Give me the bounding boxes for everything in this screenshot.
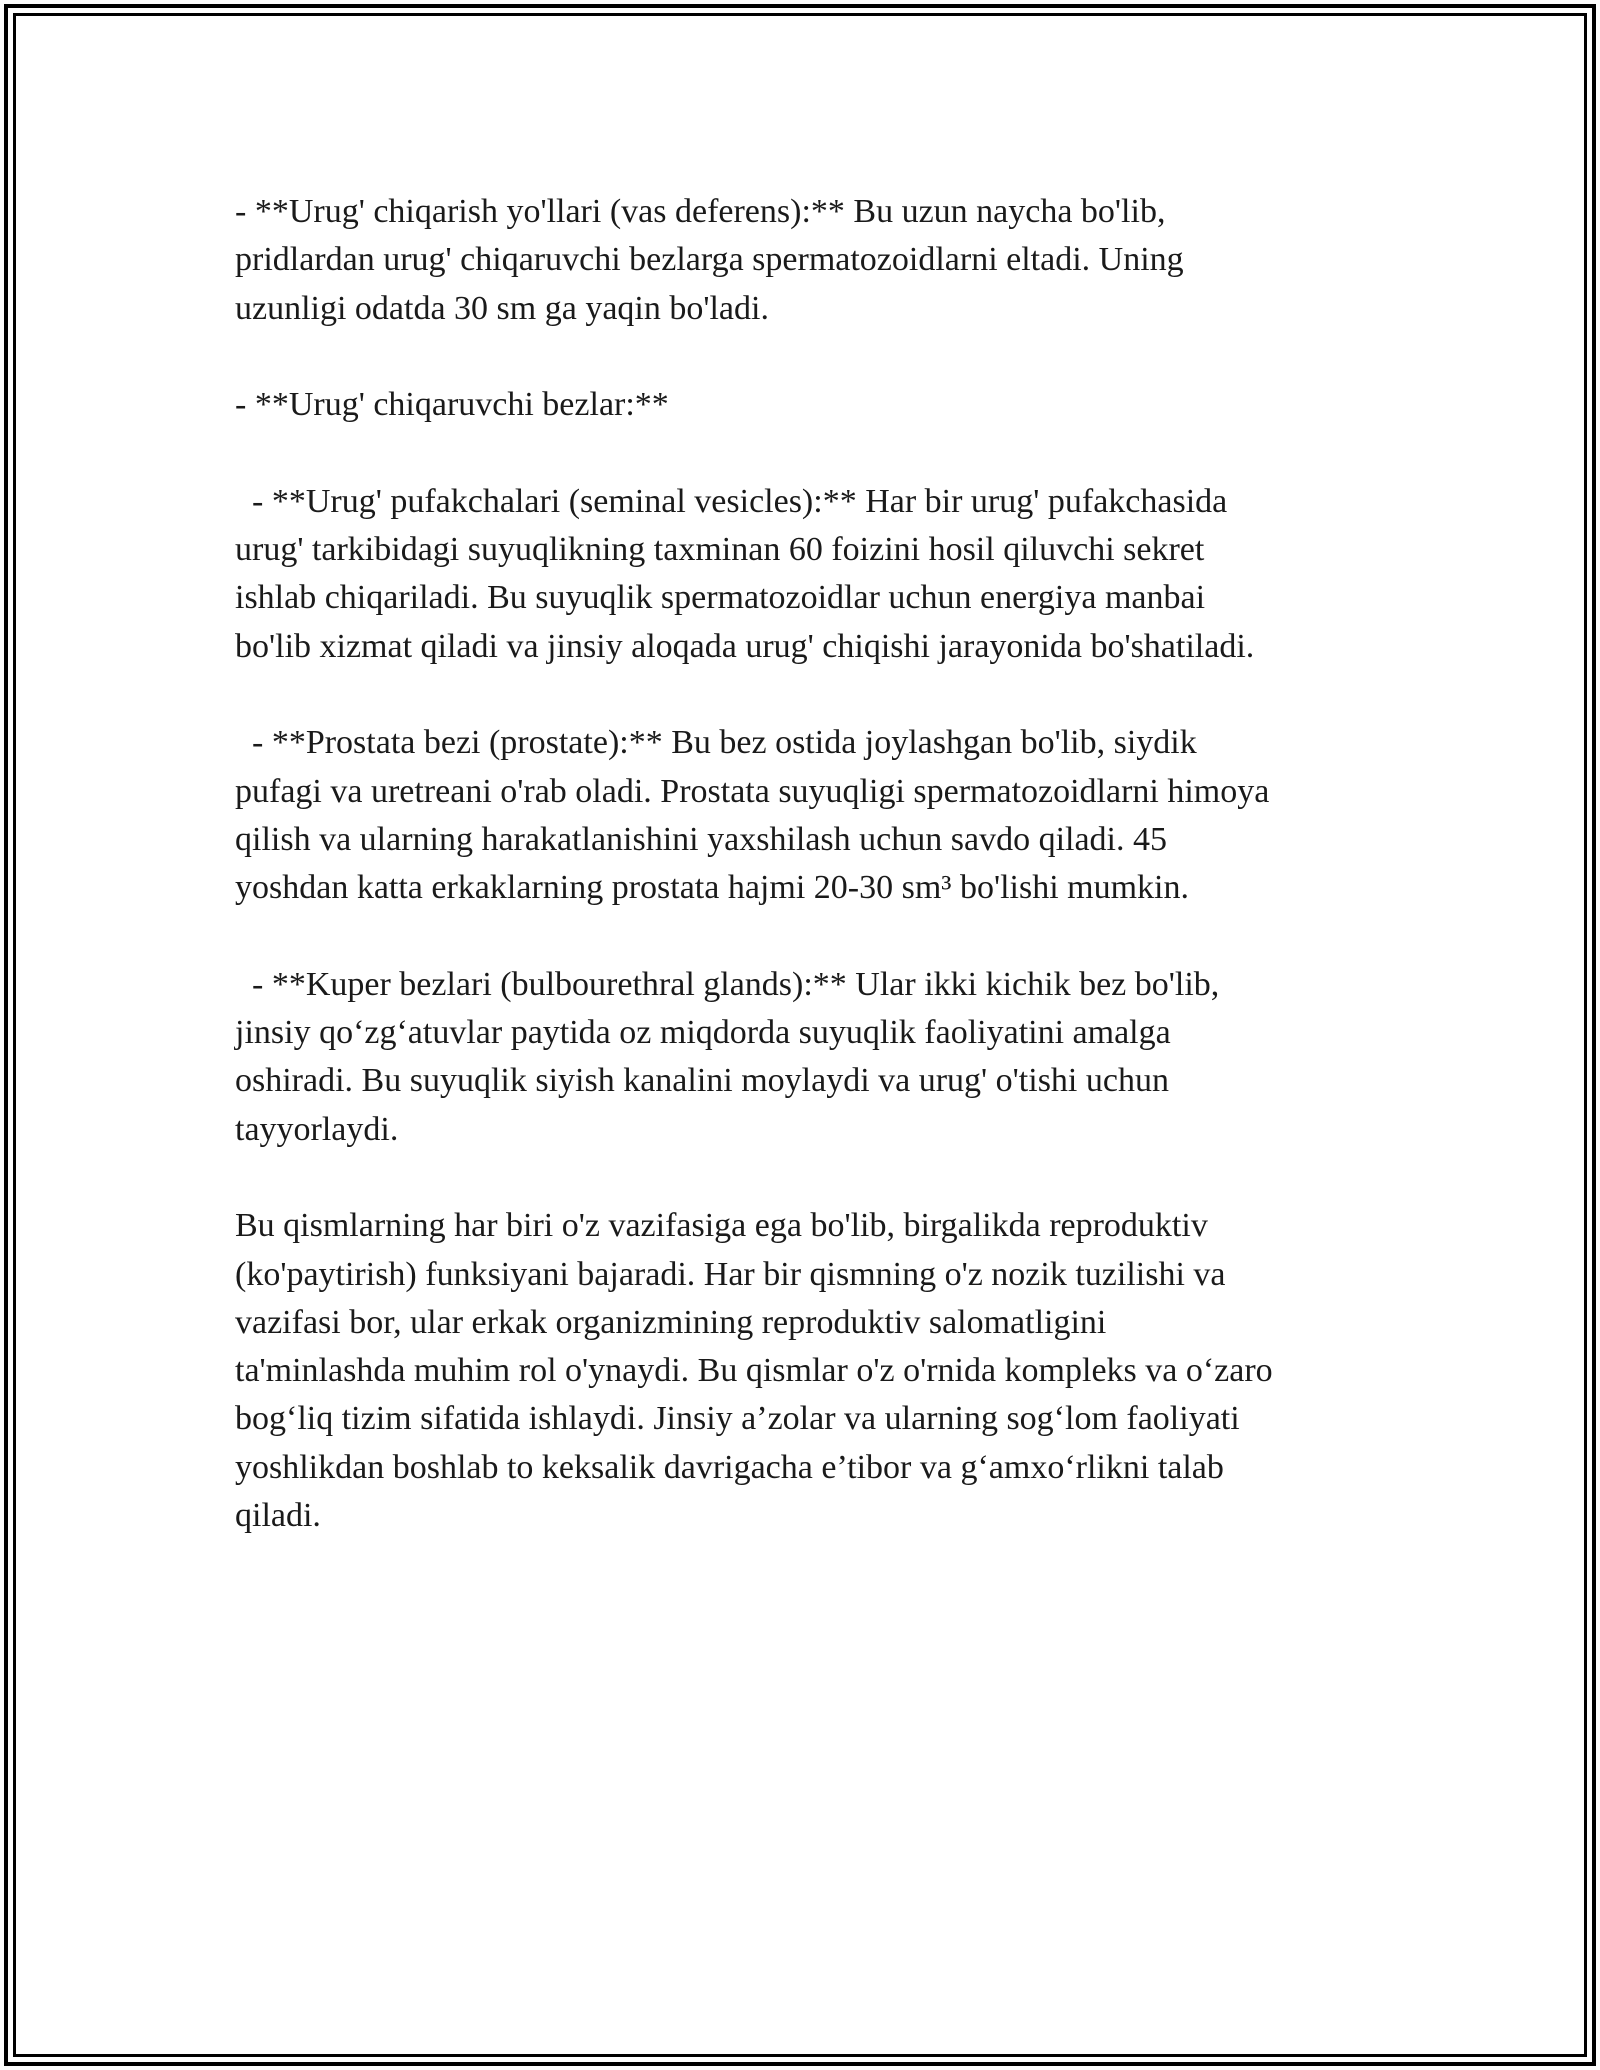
paragraph-prostate: - **Prostata bezi (prostate):** Bu bez ostida joylashgan bo'lib, siydik pufagi va uretreani o'rab oladi. Prostata suyuqligi spermatozoidlarni himoya qilish va ularning harakatlanishini yaxshilash uchun savdo qiladi. 45 yoshdan katta erkaklarning prostata hajmi 20-30 sm³ bo'lishi mumkin. [235, 724, 1270, 907]
document-body [235, 188, 1385, 1540]
paragraph-summary: Bu qismlarning har biri o'z vazifasiga ega bo'lib, birgalikda reproduktiv (ko'paytirish) funksiyani bajaradi. Har bir qismning o'z nozik tuzilishi va vazifasi bor, ular erkak organizmining reproduktiv salomatligini ta'minlashda muhim rol o'ynaydi. Bu qismlar o'z o'rnida kompleks va o‘zaro bog‘liq tizim sifatida ishlaydi. Jinsiy a’zolar va ularning sog‘lom faoliyati yoshlikdan boshlab to keksalik davrigacha e’tibor va g‘amxo‘rlikni talab qiladi. [235, 1207, 1273, 1535]
paragraph-vas-deferens: - **Urug' chiqarish yo'llari (vas deferens):** Bu uzun naycha bo'lib, pridlardan urug' chiqaruvchi bezlarga spermatozoidlarni eltadi. Uning uzunligi odatda 30 sm ga yaqin bo'ladi. [235, 193, 1184, 327]
paragraph-seminal-vesicles: - **Urug' pufakchalari (seminal vesicles):** Har bir urug' pufakchasida urug' tarkibidagi suyuqlikning taxminan 60 foizini hosil qiluvchi sekret ishlab chiqariladi. Bu suyuqlik spermatozoidlar uchun energiya manbai bo'lib xizmat qiladi va jinsiy aloqada urug' chiqishi jarayonida bo'shatiladi. [235, 482, 1255, 665]
paragraph-glands-heading: - **Urug' chiqaruvchi bezlar:** [235, 386, 669, 424]
paragraph-bulbourethral: - **Kuper bezlari (bulbourethral glands):** Ular ikki kichik bez bo'lib, jinsiy qo‘zg‘atuvlar paytida oz miqdorda suyuqlik faoliyatini amalga oshiradi. Bu suyuqlik siyish kanalini moylaydi va urug' o'tishi uchun tayyorlaydi. [235, 965, 1220, 1148]
